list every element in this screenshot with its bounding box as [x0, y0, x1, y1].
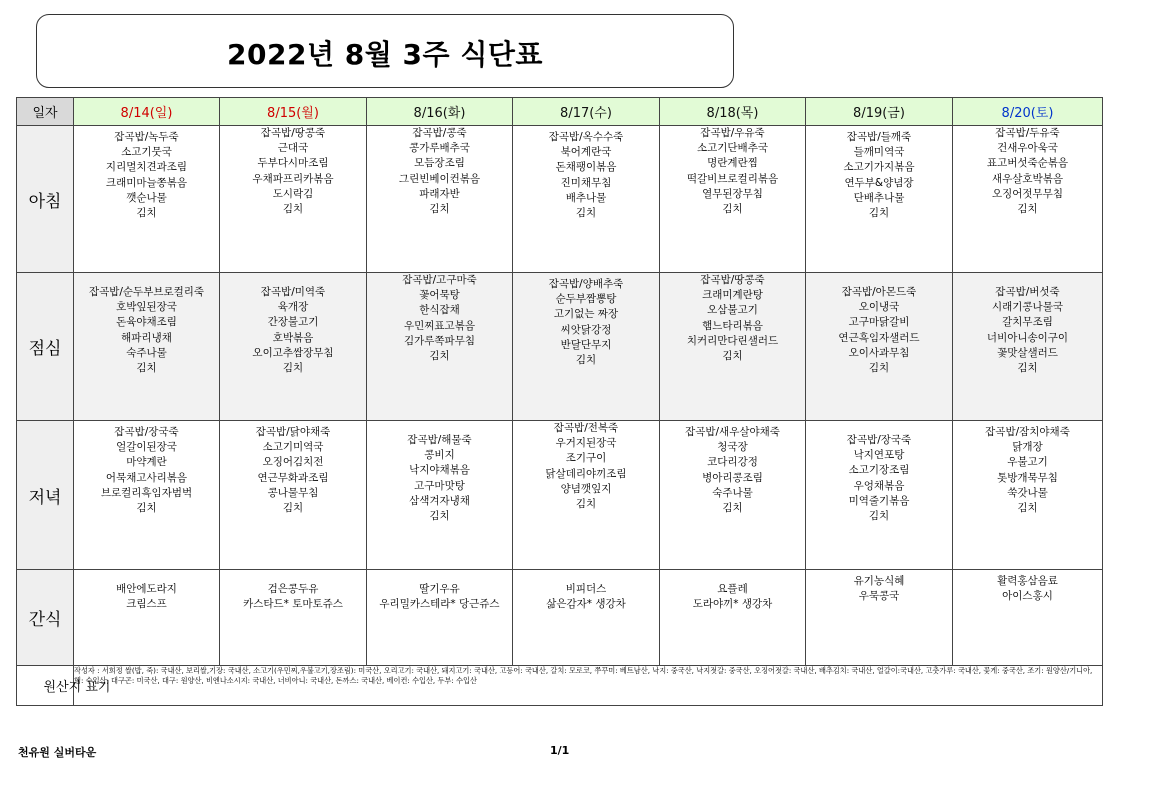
menu-cell — [220, 421, 367, 570]
menu-item: 김치 — [429, 510, 450, 523]
menu-item: 잡곡밥/잠치야채죽 — [985, 426, 1070, 438]
menu-item: 도라야끼* 생강차 — [692, 598, 773, 611]
facility-name: 천유원 실버타운 — [18, 746, 97, 759]
menu-item: 쑥갓나물 — [1007, 486, 1048, 499]
menu-item: 치커리만다린샐러드 — [686, 334, 779, 347]
day-header-thu: 8/18(목) — [660, 98, 806, 126]
menu-cell — [220, 126, 367, 273]
menu-item: 잡곡밥/녹두죽 — [114, 131, 179, 143]
menu-item: 잡곡밥/해물죽 — [407, 434, 472, 446]
page-number: 1/1 — [550, 744, 570, 757]
day-header-mon: 8/15(월) — [220, 98, 367, 126]
menu-item: 돈육야채조림 — [116, 316, 177, 329]
menu-item: 닭개장 — [1012, 441, 1043, 454]
menu-cell — [74, 570, 220, 666]
menu-item: 잡곡밥/양배추죽 — [548, 278, 624, 290]
menu-item: 모듬장조림 — [414, 157, 465, 170]
menu-item: 잡곡밥/닭야채죽 — [255, 426, 331, 438]
menu-item: 조기구이 — [565, 452, 607, 465]
menu-cell — [74, 126, 220, 273]
menu-item: 잡곡밥/아몬드죽 — [841, 286, 917, 298]
menu-item: 단배추나물 — [853, 191, 905, 204]
menu-item: 우묵콩국 — [858, 590, 900, 603]
day-header-wed: 8/17(수) — [513, 98, 660, 126]
menu-item: 연근흑임자샐러드 — [838, 331, 920, 344]
menu-item: 두부다시마조림 — [257, 157, 329, 170]
menu-item: 우채파프리카볶음 — [252, 172, 334, 185]
menu-item: 코다리강정 — [707, 456, 758, 469]
menu-item: 김치 — [868, 207, 890, 220]
menu-item: 순두부짬뽕탕 — [555, 293, 617, 306]
origin-statement: 작성자 : 서희정 쌀(밥, 죽): 국내산, 보리쌀,기장: 국내산, 소고기(우민찌,우불고기,장조림): 미국산, 오리고기: 국내산, 돼지고기: 국내산, 고등어: 국내산, 갈치: 모로코, 쭈꾸미: 베트남산, 낙지: 중국산, 낙지젓갈: 중국산, 오징어젓갈: 국내산, 배추김치: 국내산, 얼갈이:국내산, 고춧가루: 국내산, 꽃게: 중국산, 조기: 원양산/기니아, 햄: 수입산, 대구곤: 미국산, 대구: 원양산, 비엔나소시지: 국내산, 너비아니: 국내산, 돈까스: 국내산, 베이컨: 수입산, 두부: 수입산 — [74, 666, 1103, 706]
menu-item: 간장불고기 — [267, 316, 319, 329]
menu-item: 김치 — [868, 510, 890, 523]
menu-item: 도시락김 — [272, 187, 314, 200]
menu-item: 낙지연포탕 — [853, 449, 905, 462]
menu-item: 카스타드* 토마토쥬스 — [243, 598, 343, 611]
menu-item: 잡곡밥/전복죽 — [553, 422, 619, 434]
menu-item: 양념깻잎지 — [560, 482, 612, 495]
menu-item: 어묵채고사리볶음 — [105, 471, 188, 484]
menu-item: 김치 — [575, 354, 597, 367]
menu-item: 크래미마늘쫑볶음 — [105, 176, 188, 189]
menu-item: 배추나물 — [565, 191, 607, 204]
menu-item: 잡곡밥/땅콩죽 — [260, 127, 326, 139]
menu-cell — [953, 273, 1103, 421]
title-box — [36, 14, 734, 88]
menu-item: 잡곡밥/장국죽 — [846, 434, 912, 446]
menu-item: 미역줄기볶음 — [848, 494, 910, 507]
menu-item: 오징어젓무무침 — [991, 187, 1063, 200]
menu-cell — [367, 273, 513, 421]
menu-item: 김치 — [136, 362, 157, 375]
menu-item: 숙주나물 — [126, 346, 167, 359]
menu-item: 잡곡밥/콩죽 — [412, 127, 467, 139]
menu-item: 병아리콩조림 — [702, 471, 763, 484]
menu-item: 시래기콩나물국 — [991, 301, 1063, 314]
menu-item: 콩비지 — [424, 449, 455, 462]
menu-cell — [953, 421, 1103, 570]
menu-item: 연두부&양념장 — [844, 176, 914, 189]
origin-label — [17, 666, 111, 706]
menu-item: 크래미계란탕 — [702, 289, 763, 302]
menu-item: 고구마맛탕 — [414, 479, 465, 492]
menu-cell — [513, 273, 660, 421]
menu-item: 돈채팽이볶음 — [555, 161, 617, 174]
menu-item: 브로컬리흑임자범벅 — [100, 486, 193, 499]
menu-cell — [806, 126, 953, 273]
menu-item: 우민찌표고볶음 — [403, 319, 475, 332]
menu-item: 김치 — [575, 207, 597, 220]
menu-item: 우엉채볶음 — [853, 479, 905, 492]
menu-cell — [74, 421, 220, 570]
menu-item: 깻순나물 — [126, 191, 167, 204]
menu-item: 김치 — [282, 502, 304, 515]
menu-item: 톳방개묵무침 — [997, 471, 1058, 484]
meal-label-lunch: 점심 — [17, 273, 74, 421]
menu-item: 잡곡밥/들깨죽 — [846, 131, 912, 143]
menu-item: 씨앗닭강정 — [560, 323, 612, 336]
menu-cell — [513, 570, 660, 666]
menu-item: 우리밀카스테라* 당근쥬스 — [379, 598, 500, 611]
meal-label-breakfast: 아침 — [17, 126, 74, 273]
menu-item: 소고기가지볶음 — [843, 161, 915, 174]
menu-item: 오삼불고기 — [707, 304, 758, 317]
menu-cell — [806, 570, 953, 666]
menu-item: 김치 — [282, 362, 304, 375]
menu-item: 김치 — [282, 203, 304, 216]
menu-item: 삶은감자* 생강차 — [546, 598, 626, 611]
menu-item: 비피더스 — [565, 583, 607, 595]
menu-item: 닭살데리야끼조림 — [545, 467, 627, 480]
menu-item: 배안에도라지 — [116, 583, 177, 595]
menu-cell — [74, 273, 220, 421]
menu-item: 잡곡밥/우유죽 — [700, 127, 765, 139]
menu-item: 호박볶음 — [272, 331, 314, 344]
menu-item: 유기농식혜 — [853, 575, 905, 587]
origin-label-text: 원산지 표기 — [43, 680, 111, 695]
meal-label-dinner: 저녁 — [17, 421, 74, 570]
menu-item: 고기없는 짜장 — [553, 308, 619, 321]
menu-cell — [367, 421, 513, 570]
menu-item: 그린빈베이컨볶음 — [398, 172, 481, 185]
menu-item: 크림스프 — [126, 598, 167, 611]
menu-item: 콩나물무침 — [267, 486, 319, 499]
menu-item: 명란계란찜 — [707, 157, 758, 170]
menu-item: 떡갈비브로컬리볶음 — [686, 172, 779, 185]
menu-item: 오이냉국 — [858, 301, 900, 314]
menu-item: 잡곡밥/고구마죽 — [402, 274, 477, 286]
menu-item: 햄느타리볶음 — [702, 319, 763, 332]
menu-item: 오이고추쌈장무침 — [252, 346, 334, 359]
menu-item: 한식잡채 — [419, 304, 460, 317]
menu-item: 콩가루배추국 — [409, 142, 470, 155]
menu-item: 우불고기 — [1007, 456, 1048, 469]
menu-item: 건새우아욱국 — [997, 142, 1058, 155]
menu-item: 청국장 — [717, 441, 748, 454]
menu-item: 김치 — [575, 498, 597, 511]
menu-item: 활력홍삼음료 — [997, 575, 1058, 587]
menu-item: 김치 — [722, 203, 743, 216]
menu-item: 낙지야채볶음 — [409, 464, 470, 477]
menu-item: 김치 — [136, 207, 157, 220]
menu-item: 꽃어묵탕 — [419, 289, 460, 302]
menu-item: 오징어김치전 — [262, 456, 324, 469]
meal-label-snack: 간식 — [17, 570, 74, 666]
menu-item: 김치 — [722, 502, 743, 515]
menu-item: 호박잎된장국 — [116, 301, 177, 314]
menu-item: 마약계란 — [126, 456, 167, 469]
header-row — [17, 98, 1103, 126]
day-header-sat: 8/20(토) — [953, 98, 1103, 126]
menu-item: 얼갈이된장국 — [116, 441, 177, 454]
menu-item: 검은콩두유 — [267, 583, 319, 595]
menu-item: 소고기미역국 — [262, 441, 324, 454]
menu-item: 김치 — [868, 362, 890, 375]
menu-item: 우거지된장국 — [555, 437, 617, 450]
breakfast-row — [17, 126, 1103, 273]
menu-item: 김치 — [1017, 502, 1038, 515]
menu-item: 잡곡밥/미역죽 — [260, 286, 326, 298]
menu-cell — [660, 126, 806, 273]
menu-item: 잡곡밥/새우살야채죽 — [685, 426, 780, 438]
menu-item: 근대국 — [277, 142, 309, 155]
menu-cell — [660, 570, 806, 666]
menu-cell — [220, 570, 367, 666]
menu-item: 잡곡밥/두유죽 — [995, 127, 1060, 139]
menu-cell — [806, 421, 953, 570]
menu-item: 연근무화과조림 — [257, 471, 329, 484]
menu-item: 김치 — [429, 350, 450, 363]
menu-item: 잡곡밥/옥수수죽 — [548, 131, 624, 143]
menu-item: 잡곡밥/땅콩죽 — [700, 274, 765, 286]
menu-item: 잡곡밥/장국죽 — [114, 426, 179, 438]
menu-cell — [660, 421, 806, 570]
menu-item: 해파리냉채 — [121, 331, 172, 344]
menu-item: 들깨미역국 — [853, 146, 905, 159]
menu-item: 김치 — [722, 350, 743, 363]
menu-item: 열무된장무침 — [702, 187, 763, 200]
menu-item: 숙주나물 — [712, 486, 753, 499]
menu-cell — [513, 421, 660, 570]
menu-cell — [953, 570, 1103, 666]
date-header-label: 일자 — [17, 98, 74, 126]
menu-item: 김치 — [136, 502, 157, 515]
menu-cell — [806, 273, 953, 421]
menu-table — [16, 97, 1103, 706]
menu-cell — [660, 273, 806, 421]
menu-item: 소고기뭇국 — [121, 146, 172, 159]
menu-item: 너비아니송이구이 — [986, 331, 1069, 344]
menu-item: 파래자반 — [419, 187, 460, 200]
day-header-sun: 8/14(일) — [74, 98, 220, 126]
menu-cell — [367, 126, 513, 273]
menu-cell — [367, 570, 513, 666]
menu-item: 아이스홍시 — [1002, 590, 1053, 603]
menu-item: 지리멸치견과조림 — [105, 161, 188, 174]
day-header-tue: 8/16(화) — [367, 98, 513, 126]
menu-item: 소고기단배추국 — [696, 142, 768, 155]
menu-item: 갈치무조림 — [1002, 316, 1053, 329]
menu-item: 표고버섯죽순볶음 — [986, 157, 1069, 170]
menu-item: 육개장 — [277, 301, 309, 314]
menu-cell — [953, 126, 1103, 273]
menu-item: 삼색겨자냉채 — [409, 494, 470, 507]
dinner-row — [17, 421, 1103, 570]
menu-cell — [513, 126, 660, 273]
page-title: 2022년 8월 3주 식단표 — [227, 38, 543, 71]
menu-item: 딸기우유 — [419, 583, 460, 595]
menu-item: 새우살호박볶음 — [991, 172, 1063, 185]
origin-row — [17, 666, 1103, 706]
day-header-fri: 8/19(금) — [806, 98, 953, 126]
menu-item: 김가루쪽파무침 — [403, 334, 475, 347]
menu-item: 잡곡밥/순두부브로컬리죽 — [88, 286, 205, 298]
menu-item: 진미채무침 — [560, 176, 612, 189]
snack-row — [17, 570, 1103, 666]
menu-item: 반달단무지 — [560, 338, 612, 351]
menu-item: 김치 — [1017, 203, 1038, 216]
menu-item: 꽃맛살샐러드 — [997, 346, 1058, 359]
menu-item: 고구마닭갈비 — [848, 316, 910, 329]
menu-item: 요플레 — [717, 583, 748, 595]
menu-item: 잡곡밥/버섯죽 — [995, 286, 1060, 298]
lunch-row — [17, 273, 1103, 421]
menu-item: 김치 — [429, 203, 450, 216]
menu-item: 오이사과무침 — [848, 346, 910, 359]
menu-item: 김치 — [1017, 362, 1038, 375]
menu-item: 북어계란국 — [560, 146, 612, 159]
menu-item: 소고기장조림 — [848, 464, 910, 477]
menu-cell — [220, 273, 367, 421]
